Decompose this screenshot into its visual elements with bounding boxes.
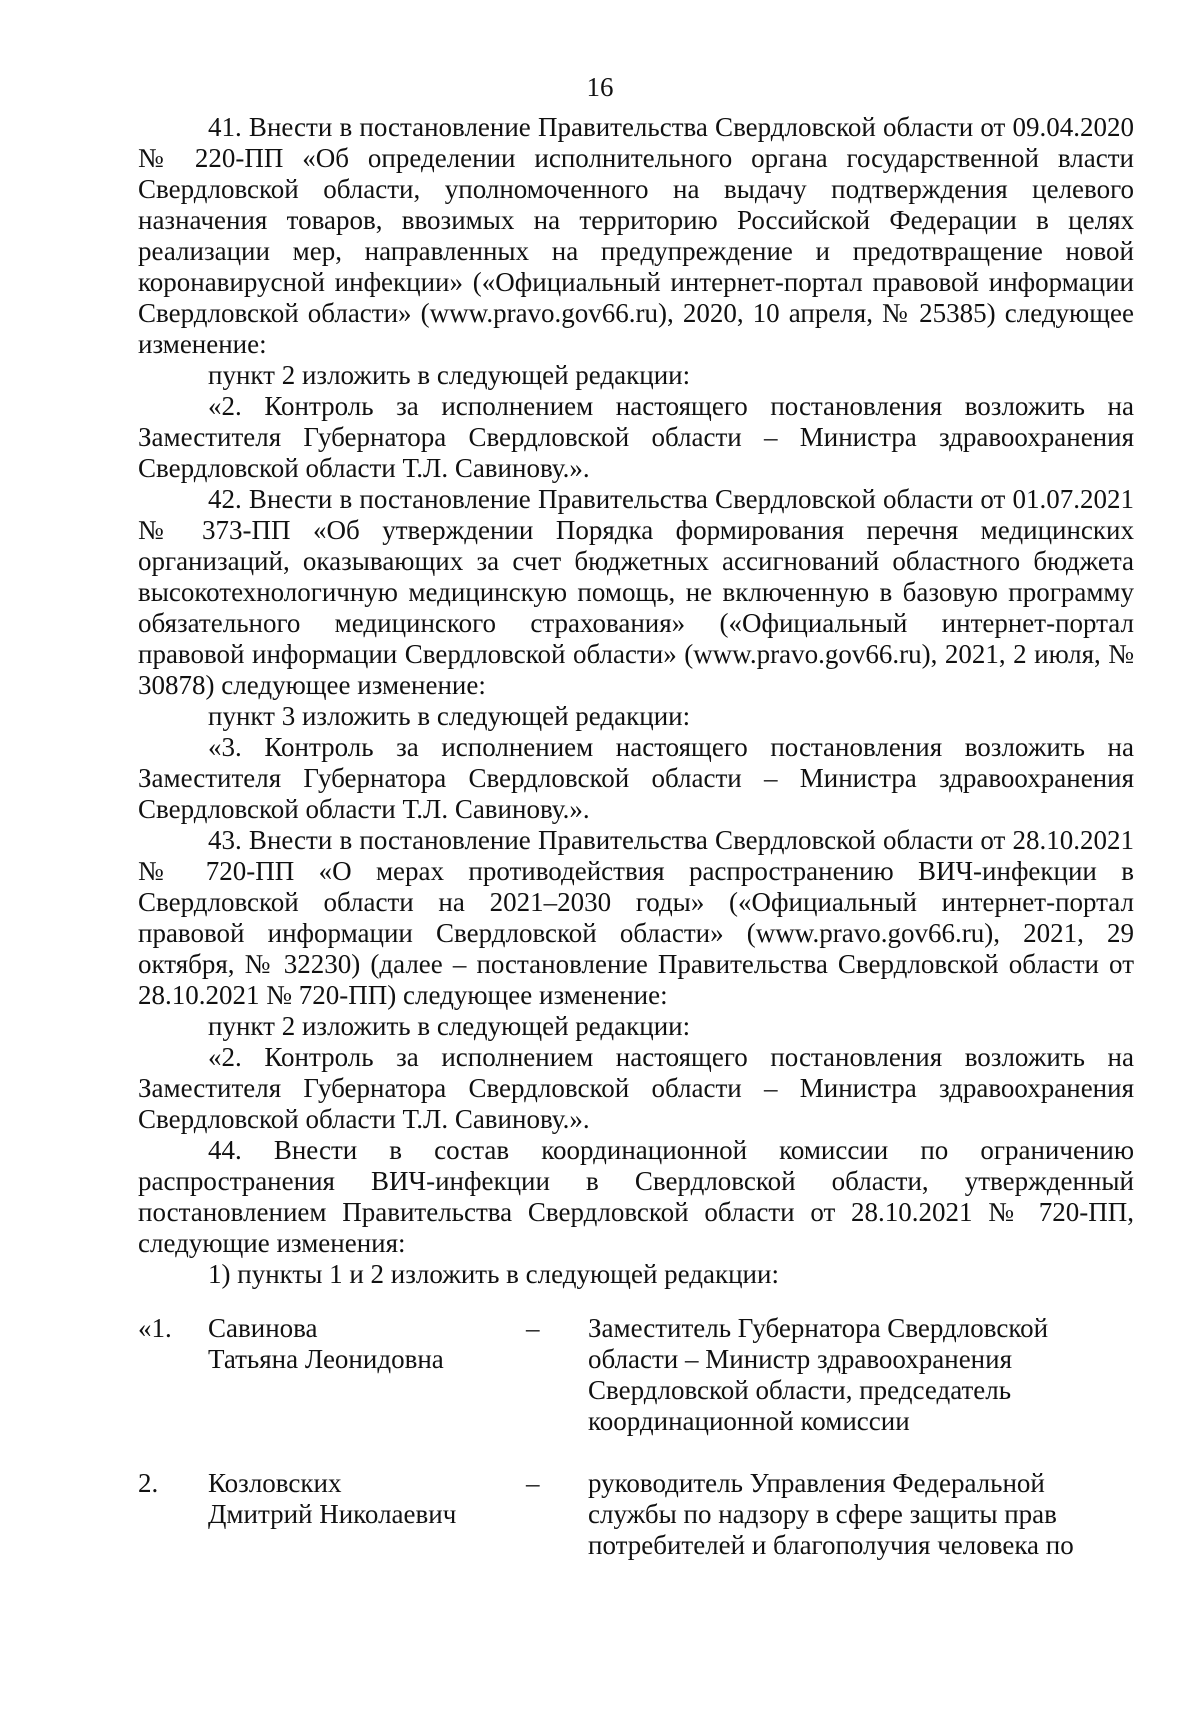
member-dash: – [526, 1313, 540, 1343]
member-given-names: Дмитрий Николаевич [208, 1499, 457, 1529]
member-role-line: Свердловской области, председатель [588, 1375, 1012, 1405]
member-dash: – [526, 1468, 540, 1498]
document-body [138, 112, 1134, 1290]
commission-members-list [138, 1313, 1134, 1592]
member-surname: Савинова [208, 1313, 318, 1343]
paragraph-41-instruction: пункт 2 изложить в следующей редакции: [208, 360, 691, 390]
paragraph-43-instruction: пункт 2 изложить в следующей редакции: [208, 1011, 691, 1041]
paragraph-42: 42. Внести в постановление Правительства Свердловской области от 01.07.2021 № 373-ПП «Об утверждении Порядка формирования перечня медицинских организаций, оказывающих за счет бюджетных ассигнований областного бюджета высокотехнологичную медицинскую помощь, не включенную в базовую программу обязательного медицинского страхования» («Официальный интернет-портал правовой информации Свердловской области» (www.pravo.gov66.ru), 2021, 2 июля, № 30878) следующее изменение: [138, 484, 1134, 700]
member-role-line: Заместитель Губернатора Свердловской [588, 1313, 1049, 1343]
member-role-line: службы по надзору в сфере защиты прав [588, 1499, 1057, 1529]
paragraph-43-new-text: «2. Контроль за исполнением настоящего постановления возложить на Заместителя Губернатора Свердловской области – Министра здравоохранения Свердловской области Т.Л. Савинову.». [138, 1042, 1134, 1134]
member-role-line: координационной комиссии [588, 1406, 910, 1436]
member-role [588, 1313, 1108, 1437]
member-name [208, 1313, 526, 1375]
member-role-line: области – Министр здравоохранения [588, 1344, 1012, 1374]
paragraph-44: 44. Внести в состав координационной комиссии по ограничению распространения ВИЧ-инфекции в Свердловской области, утвержденный постановлением Правительства Свердловской области от 28.10.2021 № 720-ПП, следующие изменения: [138, 1135, 1134, 1258]
member-number: 2. [138, 1468, 159, 1498]
paragraph-42-instruction: пункт 3 изложить в следующей редакции: [208, 701, 691, 731]
paragraph-44-instruction: 1) пункты 1 и 2 изложить в следующей редакции: [208, 1259, 779, 1289]
member-name [208, 1468, 526, 1530]
paragraph-43: 43. Внести в постановление Правительства Свердловской области от 28.10.2021 № 720-ПП «О мерах противодействия распространению ВИЧ-инфекции в Свердловской области на 2021–2030 годы» («Официальный интернет-портал правовой информации Свердловской области» (www.pravo.gov66.ru), 2021, 29 октября, № 32230) (далее – постановление Правительства Свердловской области от 28.10.2021 № 720-ПП) следующее изменение: [138, 825, 1134, 1010]
member-row [138, 1313, 1134, 1437]
paragraph-42-new-text: «3. Контроль за исполнением настоящего постановления возложить на Заместителя Губернатора Свердловской области – Министра здравоохранения Свердловской области Т.Л. Савинову.». [138, 732, 1134, 824]
paragraph-41: 41. Внести в постановление Правительства Свердловской области от 09.04.2020 № 220-ПП «Об определении исполнительного органа государственной власти Свердловской области, уполномоченного на выдачу подтверждения целевого назначения товаров, ввозимых на территорию Российской Федерации в целях реализации мер, направленных на предупреждение и предотвращение новой коронавирусной инфекции» («Официальный интернет-портал правовой информации Свердловской области» (www.pravo.gov66.ru), 2020, 10 апреля, № 25385) следующее изменение: [138, 112, 1134, 359]
member-surname: Козловских [208, 1468, 342, 1498]
member-given-names: Татьяна Леонидовна [208, 1344, 444, 1374]
member-number: «1. [138, 1313, 172, 1343]
page-number: 16 [586, 72, 614, 102]
member-row [138, 1468, 1134, 1561]
member-role-line: потребителей и благополучия человека по [588, 1530, 1074, 1560]
member-role-line: руководитель Управления Федеральной [588, 1468, 1045, 1498]
paragraph-41-new-text: «2. Контроль за исполнением настоящего постановления возложить на Заместителя Губернатора Свердловской области – Министра здравоохранения Свердловской области Т.Л. Савинову.». [138, 391, 1134, 483]
member-role [588, 1468, 1108, 1561]
